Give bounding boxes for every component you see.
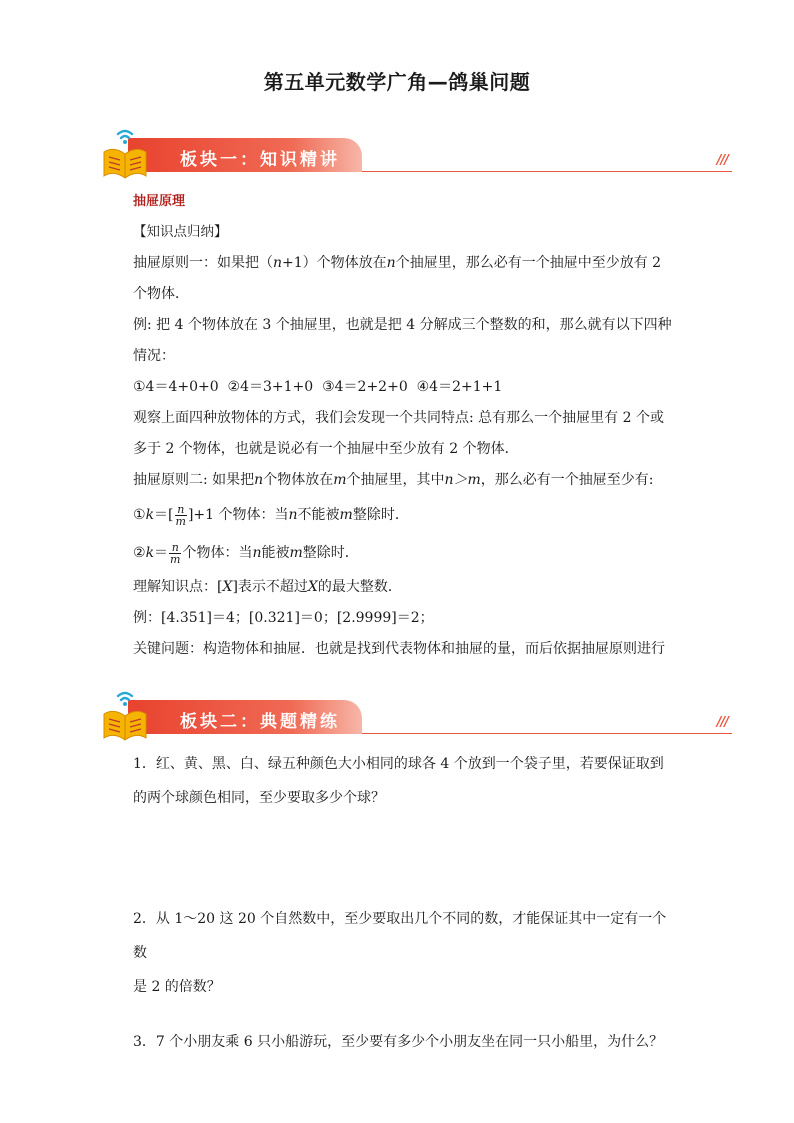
fraction — [175, 504, 187, 527]
section-banner-knowledge — [98, 124, 732, 186]
example-one-line1: 例: 把 4 个物体放在 3 个抽屉里，也就是把 4 分解成三个整数的和，那么就有以下四种 — [133, 317, 672, 333]
book-with-signal-icon — [98, 686, 154, 746]
variable: k — [145, 545, 155, 561]
variable: n — [254, 472, 264, 488]
condition: n＞m — [444, 472, 481, 488]
fraction-denominator: m — [170, 552, 181, 566]
text-span: 能被 — [261, 545, 290, 561]
text-span: 个抽屉里，其中 — [346, 472, 445, 488]
question-line: 2．从 1～20 这 20 个自然数中，至少要取出几个不同的数，才能保证其中一定有一个数 — [133, 911, 667, 961]
variable: X — [307, 579, 318, 595]
banner-tab — [128, 138, 362, 172]
variable: n — [386, 255, 396, 271]
question-line: 的两个球颜色相同，至少要取多少个球？ — [133, 790, 385, 806]
fraction-denominator: m — [175, 514, 186, 528]
section-banner-practice — [98, 686, 732, 748]
banner-tab — [128, 700, 362, 734]
text-span: 的最大整数． — [317, 579, 402, 595]
decorative-stripes: /// — [716, 715, 728, 730]
variable: n — [252, 545, 262, 561]
example-two: 例：[4.351]＝4；[0.321]＝0；[2.9999]＝2； — [133, 610, 434, 626]
text-span: 个抽屉里，那么必有一个抽屉中至少放有 2 — [395, 255, 662, 271]
variable: m — [339, 507, 353, 523]
understanding-note — [133, 572, 673, 603]
variable: k — [145, 507, 155, 523]
text-span: 抽屉原则二: 如果把 — [133, 472, 255, 488]
key-question: 关键问题：构造物体和抽屉．也就是找到代表物体和抽屉的量，而后依据抽屉原则进行 — [133, 641, 665, 657]
document-title: 第五单元数学广角—鸽巢问题 — [263, 70, 531, 94]
question-line: 1．红、黄、黑、白、绿五种颜色大小相同的球各 4 个放到一个袋子里，若要保证取到 — [133, 756, 664, 772]
knowledge-content — [133, 186, 673, 665]
section-title: 板块二：典题精练 — [180, 712, 340, 732]
variable: n — [288, 507, 298, 523]
text-span: 理解知识点：[ — [133, 579, 223, 595]
observation-line1: 观察上面四种放物体的方式，我们会发现一个共同特点: 总有那么一个抽屉里有 2 个或 — [133, 410, 664, 426]
text-span: ]+1 个物体：当 — [187, 507, 289, 523]
principle-two — [133, 465, 673, 496]
text-span: 个物体：当 — [182, 545, 253, 561]
variable: m — [289, 545, 303, 561]
fraction-numerator: n — [169, 542, 181, 554]
variable: X — [222, 579, 233, 595]
text-span: 个物体放在 — [263, 472, 334, 488]
fraction-numerator: n — [175, 504, 187, 516]
text-span: ＝[ — [154, 507, 174, 523]
text-span: ]表示不超过 — [232, 579, 308, 595]
knowledge-heading: 抽屉原理 — [133, 194, 186, 209]
question-1 — [133, 747, 673, 815]
cases-list: ①4＝4+0+0 ②4＝3+1+0 ③4＝2+2+0 ④4＝2+1+1 — [133, 379, 503, 395]
observation-line2: 多于 2 个物体，也就是说必有一个抽屉中至少放有 2 个物体． — [133, 441, 519, 457]
section-title: 板块一：知识精讲 — [180, 150, 340, 170]
question-3 — [133, 1025, 673, 1059]
text-span: ② — [133, 545, 146, 561]
text-span: 抽屉原则一：如果把（ — [133, 255, 273, 271]
text-span: +1）个物体放在 — [282, 255, 387, 271]
question-line: 是 2 的倍数？ — [133, 979, 221, 995]
fraction — [169, 542, 181, 565]
formula-one — [133, 496, 673, 534]
text-span: ＝ — [154, 545, 169, 561]
text-span: 整除时． — [302, 545, 359, 561]
text-span: ，那么必有一个抽屉至少有: — [480, 472, 654, 488]
variable: m — [333, 472, 347, 488]
knowledge-subheading: 【知识点归纳】 — [133, 224, 228, 240]
decorative-stripes: /// — [716, 153, 728, 168]
text-span: 不能被 — [297, 507, 340, 523]
book-with-signal-icon — [98, 124, 154, 184]
question-line: 3．7 个小朋友乘 6 只小船游玩，至少要有多少个小朋友坐在同一只小船里，为什么？ — [133, 1034, 664, 1050]
principle-one-cont: 个物体． — [133, 286, 189, 302]
example-one-line2: 情况： — [133, 348, 175, 364]
text-span: ① — [133, 507, 146, 523]
text-span: 整除时． — [352, 507, 409, 523]
principle-one — [133, 248, 673, 279]
question-2 — [133, 902, 673, 1004]
variable: n — [273, 255, 283, 271]
formula-two — [133, 534, 673, 572]
